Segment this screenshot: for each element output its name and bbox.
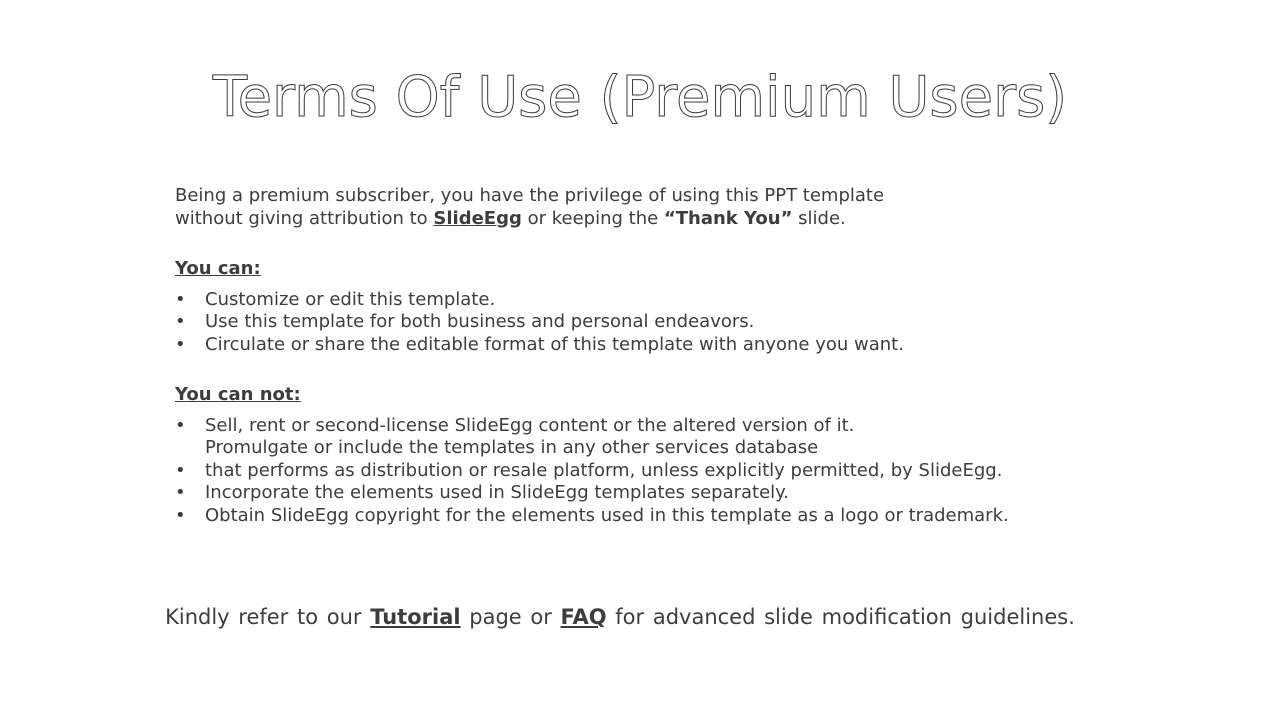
footer-note	[0, 603, 1240, 631]
page-title: Terms Of Use (Premium Users)	[212, 65, 1068, 130]
you-can-heading: You can:	[175, 258, 261, 279]
footer-text-before: Kindly refer to our	[165, 605, 371, 629]
terms-content	[175, 185, 1075, 527]
tutorial-link[interactable]: Tutorial	[370, 605, 461, 629]
list-item: • Use this template for both business and personal endeavors.	[175, 311, 1075, 334]
intro-line-1: Being a premium subscriber, you have the privilege of using this PPT template	[175, 185, 885, 206]
footer-text-after: for advanced slide modification guidelines.	[606, 605, 1075, 629]
list-item: • that performs as distribution or resale platform, unless explicitly permitted, by SlideEgg.	[175, 460, 1075, 483]
list-item: • Customize or edit this template.	[175, 289, 1075, 312]
faq-link[interactable]: FAQ	[560, 605, 607, 629]
list-item: Promulgate or include the templates in any other services database	[205, 437, 819, 458]
you-can-list	[175, 289, 1075, 357]
intro-text-before: without giving attribution to	[175, 207, 434, 229]
list-item: • Circulate or share the editable format of this template with anyone you want.	[175, 334, 1075, 357]
you-can-not-list	[175, 415, 1075, 528]
intro-line-2	[175, 208, 1075, 231]
slideegg-link[interactable]: SlideEgg	[433, 207, 522, 229]
intro-text-middle: or keeping the	[521, 207, 664, 229]
thank-you-text: “Thank You”	[663, 207, 793, 229]
intro-paragraph	[175, 185, 1075, 230]
footer-text-middle: page or	[460, 605, 561, 629]
list-item: • Sell, rent or second-license SlideEgg content or the altered version of it.	[175, 415, 1075, 438]
intro-text-after: slide.	[792, 207, 846, 229]
list-item: • Incorporate the elements used in SlideEgg templates separately.	[175, 482, 1075, 505]
list-item: • Obtain SlideEgg copyright for the elements used in this template as a logo or trademark.	[175, 505, 1075, 528]
you-can-not-heading: You can not:	[175, 384, 301, 405]
